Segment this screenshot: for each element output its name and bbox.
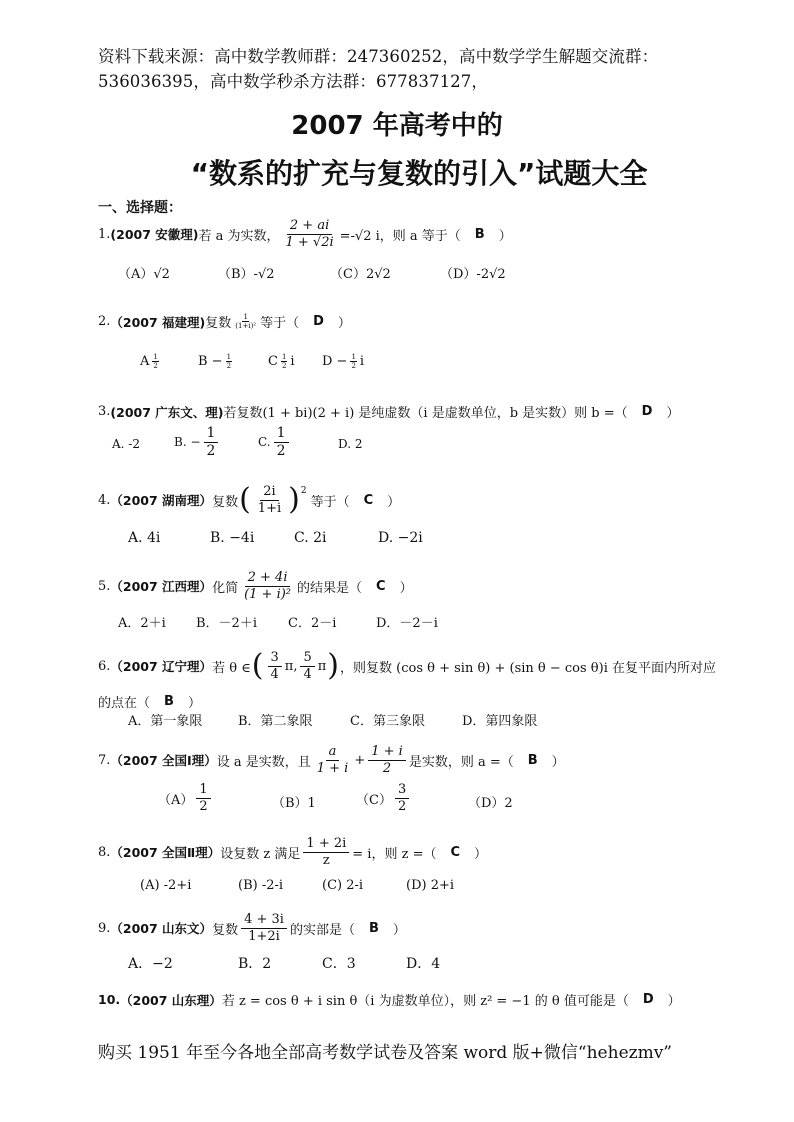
q3-answer: D: [641, 404, 653, 419]
q4-fraction: $\frac{2i}{1+i}$: [257, 484, 282, 516]
title-line-2: “数系的扩充与复数的引入”试题大全: [190, 157, 648, 190]
q5-answer: C: [376, 578, 386, 594]
q9-answer: B: [368, 920, 379, 936]
q2-answer: D: [313, 314, 324, 329]
q1-fraction: $\frac{2 + ai}{1 + √2i}$: [285, 218, 334, 250]
q8-answer: C: [450, 844, 461, 860]
q2-fraction: $\frac{1}{\text{(1+i)²}}$: [235, 312, 257, 330]
q10-answer: D: [642, 992, 654, 1007]
source-header: [98, 44, 748, 94]
question-8: 8. （2007 全国Ⅱ理） 设复数 z 满足 $\frac{1 + 2i}{z}$ = i，则 z =（ C ）: [98, 836, 488, 868]
section-heading: 一、选择题：: [98, 200, 182, 216]
footer-advert: 购买 1951 年至今各地全部高考数学试卷及答案 word 版+微信“hehezmv”: [98, 1043, 672, 1063]
question-2: 2. （2007 福建理) 复数 $\frac{1}{\text{(1+i)²}}$ 等于（ D ）: [98, 312, 351, 331]
question-4: 4. （2007 湖南理） 复数 ( $\frac{2i}{1+i}$ ) $^2$ 等于（ C ）: [98, 482, 401, 518]
question-1: 1. (2007 安徽理) 若 a 为实数， $\frac{2 + ai}{1 + √2i}$ =-√2 i，则 a 等于（ B ）: [98, 218, 512, 250]
header-line-2: 536036395，高中数学秒杀方法群：677837127，: [98, 72, 488, 91]
question-6: 6. （2007 辽宁理） 若 θ ∈ ( $\frac{3}{4}$ π, $\frac{5}{4}$ π ) ，则复数 (cos θ + sin θ) + (sin θ − cos θ)i 在复平面内所对应: [98, 648, 716, 684]
question-7: 7. （2007 全国Ⅰ理） 设 a 是实数，且 $\frac{a}{1 + i}$ + $\frac{1 + i}{2}$ 是实数，则 a =（ B ）: [98, 744, 565, 776]
q7-answer: B: [527, 752, 538, 768]
question-10: 10. （2007 山东理） 若 z = cos θ + i sin θ（i 为虚数单位），则 z² = −1 的 θ 值可能是（ D ）: [98, 992, 681, 1009]
question-3: 3. (2007 广东文、理) 若复数(1 + bi)(2 + i) 是纯虚数（i 是虚数单位，b 是实数）则 b =（ D ）: [98, 404, 680, 421]
question-9: 9. （2007 山东文） 复数 $\frac{4 + 3i}{1+2i}$ 的实部是（ B ）: [98, 912, 406, 944]
document-page: 资料下载来源：高中数学教师群：247360252，高中数学学生解题交流群： 536036395，高中数学秒杀方法群：677837127， 2007 年高考中的 “数系的扩充与复数的引入”试题大全 一、选择题： 1. (2007 安徽理) 若 a 为实数， $\frac{2 + ai}{1 + √2i}$ =-√2 i，则 a 等于（ B ） （A）√2 （B）-√2 （C）2√2 （D）-2√2 2. （2007 福建理) 复数 $\frac{1}{\text{(1+i)²}}$ 等于（ D ） A $\frac{1}{2}$ B − $\frac{1}{2}$ C $\frac{1}{2}$ i D − $\frac{1}{2}$ i 3. (2007 广东文、理) 若复数(1 + bi)(2 + i) 是纯虚数（i 是虚数单位，b 是实数）则 b =（ D ） A. -2 B. − $\frac{1}{2}$ C. $\frac{1}{2}$ D. 2 4. （2007 湖南理） 复数 ( $\frac{2i}{1+i}$ ) $^2$ 等于（ C ） A. 4i B. −4i C. 2i D. −2i 5. （2007 江西理） 化简 $\frac{2 + 4i}{\text{(1 + i)²}}$ 的结果是（ C ） A．2＋i B．－2＋i C．2－i D．－2－i 6. （2007 辽宁理） 若 θ ∈ ( $\frac{3}{4}$ π, $\frac{5}{4}$ π ) ，则复数 (cos θ + sin θ) + (sin θ − cos θ)i 在复平面内所对应 的点在（ B ） A．第一象限 B．第二象限 C．第三象限 D．第四象限 7. （2007 全国Ⅰ理） 设 a 是实数，且 $\frac{a}{1 + i}$ + $\frac{1 + i}{2}$ 是实数，则 a =（ B ） （A） $\frac{1}{2}$ （B）1 （C） $\frac{3}{2}$ （D）2 8. （2007 全国Ⅱ理） 设复数 z 满足 $\frac{1 + 2i}{z}$ = i，则 z =（ C ） (A) -2+i (B) -2-i (C) 2-i (D) 2+i 9. （2007 山东文） 复数 $\frac{4 + 3i}{1+2i}$ 的实部是（ B ） A．−2 B．2 C．3 D．4 10. （2007 山东理） 若 z = cos θ + i sin θ（i 为虚数单位），则 z² = −1 的 θ 值可能是（ D ） 购买 1951 年至今各地全部高考数学试卷及答案 word 版+微信“hehezmv”: [0, 0, 794, 1122]
q5-fraction: $\frac{2 + 4i}{\text{(1 + i)²}}$: [244, 570, 292, 602]
question-5: 5. （2007 江西理） 化简 $\frac{2 + 4i}{\text{(1 + i)²}}$ 的结果是（ C ）: [98, 570, 413, 602]
question-6-line-2: 的点在（ B ）: [98, 694, 201, 711]
q1-answer: B: [474, 226, 485, 242]
title-line-1: 2007 年高考中的: [291, 111, 503, 141]
q4-answer: C: [363, 492, 374, 508]
header-line-1: 资料下载来源：高中数学教师群：247360252，高中数学学生解题交流群：: [98, 47, 659, 66]
q6-answer: B: [164, 694, 174, 709]
